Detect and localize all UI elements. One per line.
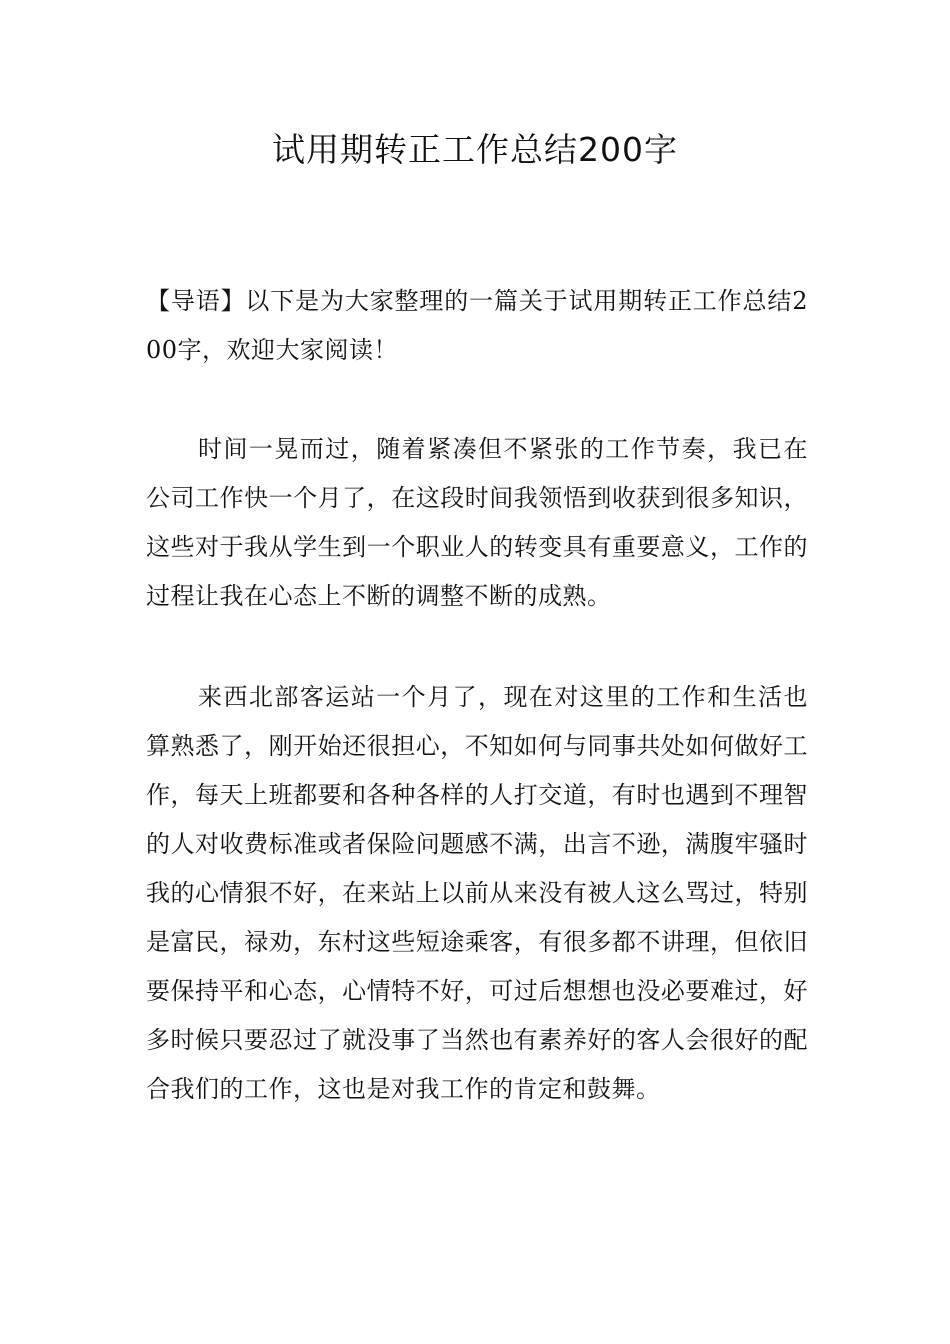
intro-paragraph: 【导语】以下是为大家整理的一篇关于试用期转正工作总结200字，欢迎大家阅读！ <box>146 287 808 364</box>
body-paragraph-2: 来西北部客运站一个月了，现在对这里的工作和生活也算熟悉了，刚开始还很担心，不知如何与同事共处如何做好工作，每天上班都要和各种各样的人打交道，有时也遇到不理智的人对收费标准或者保险问题感不满，出言不逊，满腹牢骚时我的心情狠不好，在来站上以前从来没有被人这么骂过，特别是富民，禄劝，东村这些短途乘客，有很多都不讲理，但依旧要保持平和心态，心情特不好，可过后想想也没必要难过，好多时候只要忍过了就没事了当然也有素养好的客人会很好的配合我们的工作，这也是对我工作的肯定和鼓舞。 <box>146 683 808 1103</box>
document-title: 试用期转正工作总结200字 <box>272 130 678 169</box>
body-paragraph-1: 时间一晃而过，随着紧凑但不紧张的工作节奏，我已在公司工作快一个月了，在这段时间我领悟到收获到很多知识，这些对于我从学生到一个职业人的转变具有重要意义，工作的过程让我在心态上不断的调整不断的成熟。 <box>146 435 808 610</box>
